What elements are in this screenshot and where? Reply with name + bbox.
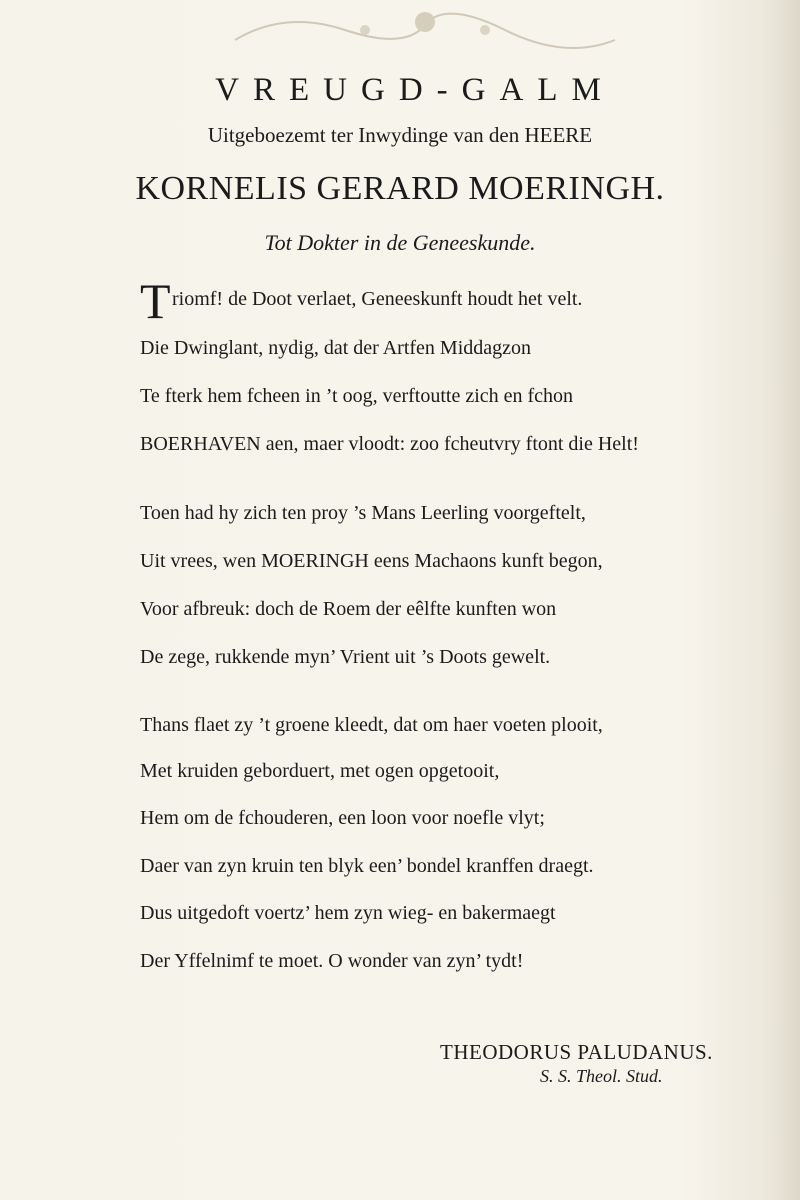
verse-line-8: De zege, rukkende myn’ Vrient uit ’s Doots gewelt.	[140, 646, 551, 668]
verse-line-1: riomf! de Doot verlaet, Geneeskunft houdt het velt.	[172, 288, 583, 310]
verse-line-3: Te fterk hem fcheen in ’t oog, verftoutte zich en fchon	[140, 385, 574, 407]
poem-subtitle: Uitgeboezemt ter Inwydinge van den HEERE	[207, 123, 593, 147]
poem-title: VREUGD-GALM	[215, 72, 615, 108]
verse-line-10: Met kruiden geborduert, met ogen opgetooit,	[140, 760, 500, 782]
verse-line-12: Daer van zyn kruin ten blyk een’ bondel kranffen draegt.	[140, 855, 594, 877]
verse-line-9: Thans flaet zy ’t groene kleedt, dat om haer voeten plooit,	[140, 714, 603, 736]
dedicatee-name: KORNELIS GERARD MOERINGH.	[135, 170, 665, 207]
drop-cap: T	[140, 273, 171, 329]
author-credential: S. S. Theol. Stud.	[540, 1066, 663, 1086]
dedicatee-office: Tot Dokter in de Geneeskunde.	[264, 230, 536, 255]
verse-line-13: Dus uitgedoft voertz’ hem zyn wieg- en bakermaegt	[140, 902, 556, 924]
verse-line-5: Toen had hy zich ten proy ’s Mans Leerling voorgeftelt,	[140, 502, 586, 524]
author-signature: THEODORUS PALUDANUS.	[440, 1040, 713, 1064]
verse-line-2: Die Dwinglant, nydig, dat der Artfen Middagzon	[140, 337, 532, 359]
verse-line-14: Der Yffelnimf te moet. O wonder van zyn’ tydt!	[140, 950, 524, 972]
ornament-headpiece	[215, 0, 635, 60]
verse-line-4: BOERHAVEN aen, maer vloodt: zoo fcheutvry ftont die Helt!	[140, 433, 639, 455]
verse-line-11: Hem om de fchouderen, een loon voor noefle vlyt;	[140, 807, 545, 829]
verse-line-7: Voor afbreuk: doch de Roem der eêlfte kunften won	[140, 598, 557, 620]
verse-line-6: Uit vrees, wen MOERINGH eens Machaons kunft begon,	[140, 550, 603, 572]
